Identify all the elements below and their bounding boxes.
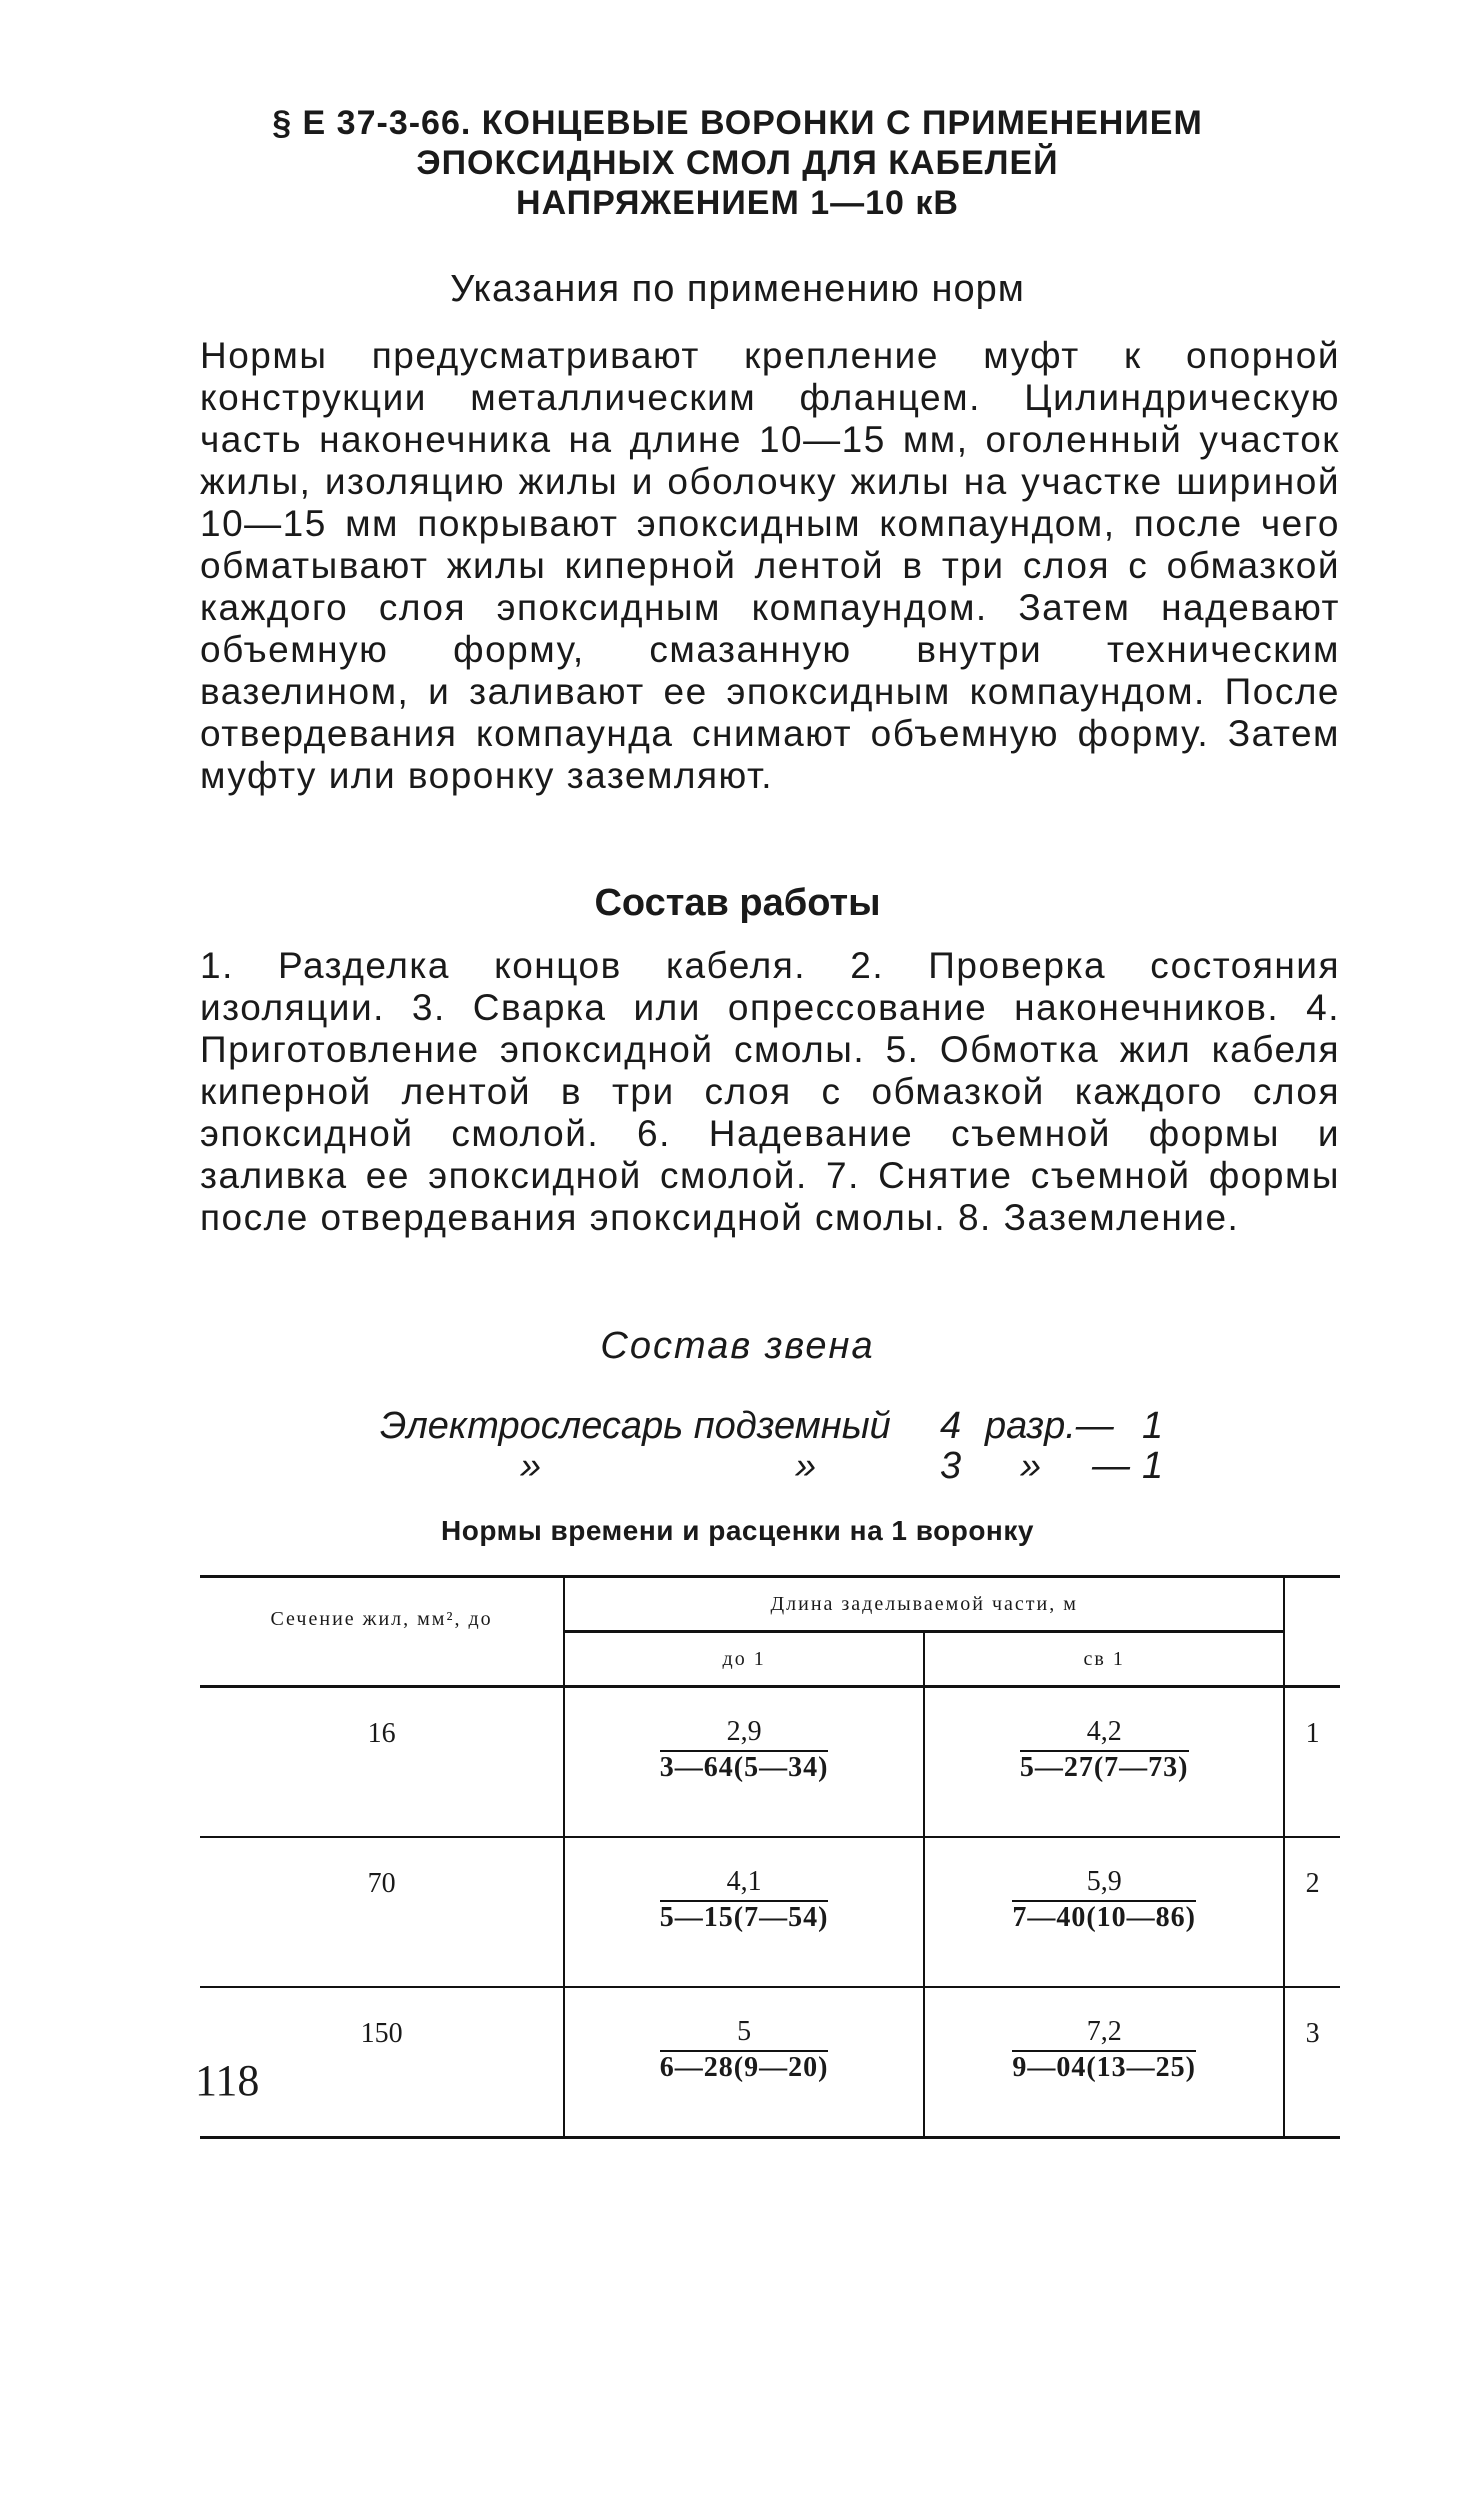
instructions-title: Указания по применению норм [450, 268, 1025, 310]
rate-value: 9—04(13—25) [1012, 2052, 1197, 2083]
crew-line-1-unit: разр.— [985, 1405, 1114, 1447]
crew-title: Состав звена [600, 1325, 875, 1367]
work-paragraph: 1. Разделка концов кабеля. 2. Проверка состояния изоляции. 3. Сварка или опрессование наконечников. 4. Приготовление эпоксидной смолы. 5. Обмотка жил кабеля киперной лентой в три слоя с обмазкой каждого слоя эпоксидной смолой. 6. Надевание съемной формы и заливка ее эпоксидной смолой. 7. Снятие съемной формы после отвердевания эпоксидной смолы. 8. Заземление. [200, 945, 1340, 1238]
row-col-a [564, 1987, 924, 2138]
row-section: 150 [200, 1987, 564, 2138]
row-section: 16 [200, 1687, 564, 1838]
header-number [1284, 1577, 1340, 1687]
crew-line-2-ditto-1: » [520, 1445, 542, 1487]
row-col-b [924, 1837, 1284, 1987]
rate-value: 3—64(5—34) [659, 1752, 829, 1783]
header-col-a: до 1 [564, 1632, 924, 1687]
table-row [200, 1987, 1340, 2138]
row-number: 1 [1284, 1687, 1340, 1838]
norm-value: 5,9 [1012, 1866, 1196, 1902]
norm-value: 4,2 [1020, 1716, 1189, 1752]
row-col-b [924, 1687, 1284, 1838]
rate-value: 5—15(7—54) [659, 1902, 829, 1933]
row-col-a [564, 1687, 924, 1838]
crew-line-1-grade: 4 [940, 1405, 962, 1447]
table-row [200, 1837, 1340, 1987]
table-header-row [200, 1577, 1340, 1632]
norm-value: 5 [660, 2016, 829, 2052]
heading-line-2: ЭПОКСИДНЫХ СМОЛ ДЛЯ КАБЕЛЕЙ [416, 144, 1059, 182]
norm-value: 4,1 [660, 1866, 829, 1902]
row-section: 70 [200, 1837, 564, 1987]
crew-line-2-dash: — [1092, 1445, 1130, 1487]
crew-line-1-name: Электрослесарь подземный [380, 1405, 891, 1447]
row-col-a [564, 1837, 924, 1987]
header-length: Длина заделываемой части, м [564, 1577, 1284, 1632]
table-row [200, 1687, 1340, 1838]
rate-value: 6—28(9—20) [659, 2052, 829, 2083]
rate-value: 5—27(7—73) [1019, 1752, 1189, 1783]
rate-value: 7—40(10—86) [1012, 1902, 1197, 1933]
table-title: Нормы времени и расценки на 1 воронку [441, 1515, 1034, 1546]
row-number: 2 [1284, 1837, 1340, 1987]
norm-value: 2,9 [660, 1716, 829, 1752]
norm-value: 7,2 [1012, 2016, 1196, 2052]
row-col-b [924, 1987, 1284, 2138]
norms-table [200, 1575, 1340, 2139]
crew-line-1-count: 1 [1142, 1405, 1164, 1447]
page-number: 118 [195, 2056, 260, 2105]
crew-line-2-count: 1 [1142, 1445, 1164, 1487]
heading-line-1: § Е 37-3-66. КОНЦЕВЫЕ ВОРОНКИ С ПРИМЕНЕНИЕМ [272, 104, 1203, 142]
crew-line-2-grade: 3 [940, 1445, 962, 1487]
heading-line-3: НАПРЯЖЕНИЕМ 1—10 кВ [516, 184, 959, 222]
instructions-paragraph: Нормы предусматривают крепление муфт к опорной конструкции металлическим фланцем. Цилиндрическую часть наконечника на длине 10—15 мм, оголенный участок жилы, изоляцию жилы и оболочку жилы на участке шириной 10—15 мм покрывают эпоксидным компаундом, после чего обматывают жилы киперной лентой в три слоя с обмазкой каждого слоя эпоксидным компаундом. Затем надевают объемную форму, смазанную внутри техническим вазелином, и заливают ее эпоксидным компаундом. После отвердевания компаунда снимают объемную форму. Затем муфту или воронку заземляют. [200, 335, 1340, 796]
header-col-b: св 1 [924, 1632, 1284, 1687]
crew-line-2-ditto-3: » [1020, 1445, 1042, 1487]
section-heading [150, 103, 1325, 223]
work-title: Состав работы [594, 882, 881, 924]
crew-line-2-ditto-2: » [795, 1445, 817, 1487]
row-number: 3 [1284, 1987, 1340, 2138]
header-section: Сечение жил, мм², до [200, 1577, 564, 1687]
